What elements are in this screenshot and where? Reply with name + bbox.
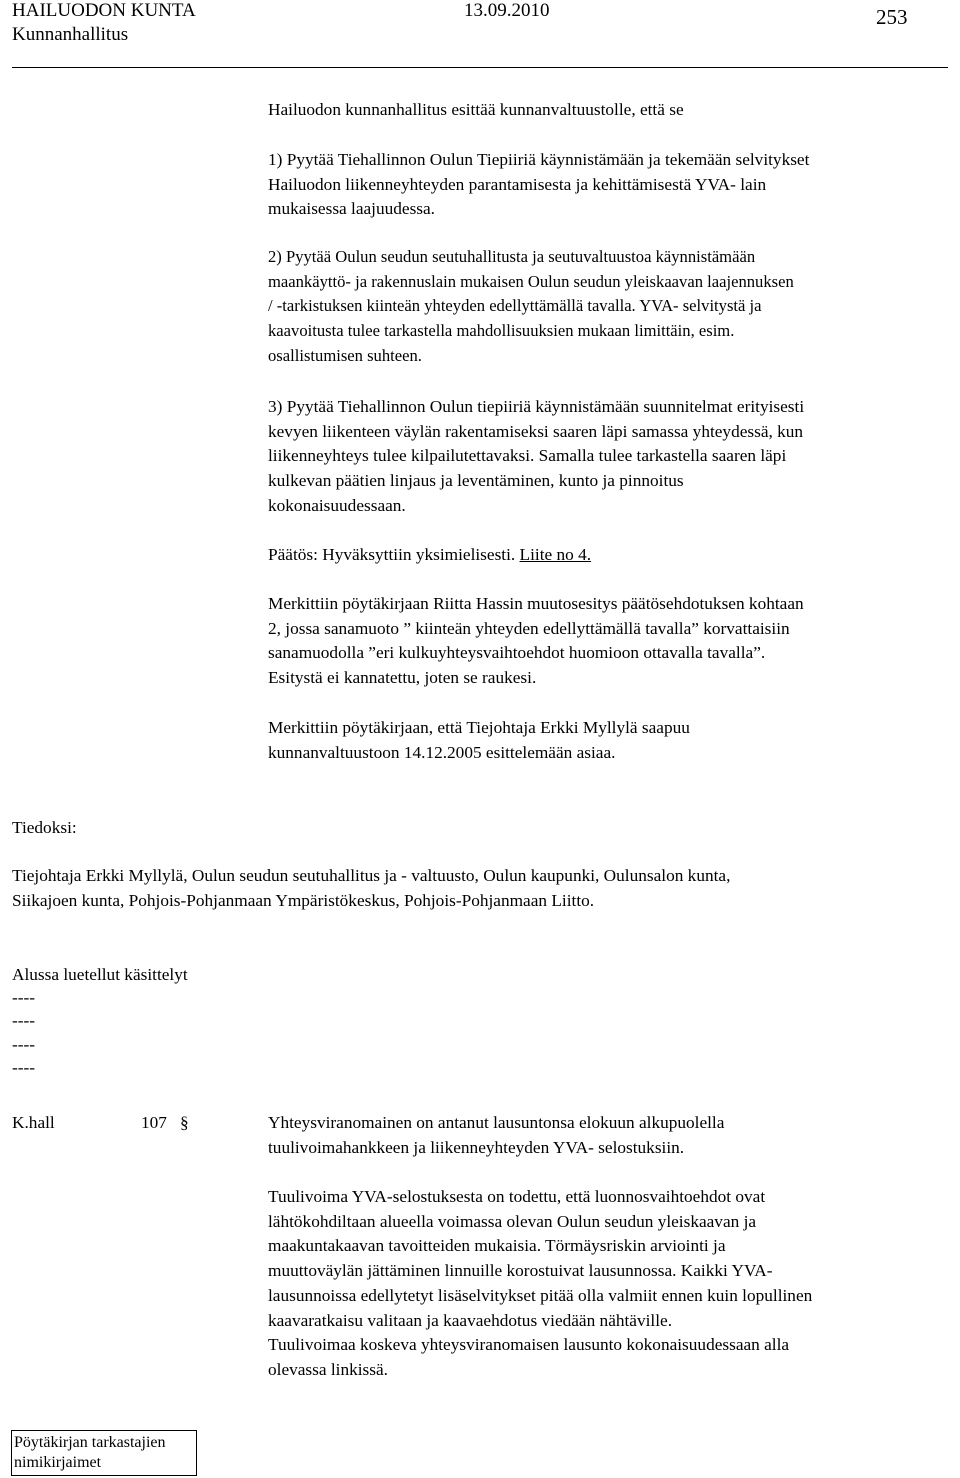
proposal-item-3 [268, 395, 952, 519]
proposal-item-2 [268, 245, 952, 369]
proposal-intro: Hailuodon kunnanhallitus esittää kunnanvaltuustolle, että se [268, 100, 684, 119]
text-line: olevassa linkissä. [268, 1359, 388, 1379]
page-number: 253 [876, 5, 908, 29]
proposal-item-1 [268, 148, 952, 222]
text-line: Hailuodon liikenneyhteyden parantamisesta ja kehittämisestä YVA- lain [268, 174, 767, 194]
text-line: maakuntakaavan tavoitteiden mukaisia. Törmäysriskin arviointi ja [268, 1236, 726, 1256]
listed-dashes [12, 986, 35, 1079]
header-rule [12, 67, 948, 68]
footer-line-1: Pöytäkirjan tarkastajien [14, 1434, 166, 1451]
text-line: kaavoitusta tulee tarkastella mahdollisuuksien mukaan limittäin, esim. [268, 321, 735, 341]
text-line: kulkevan päätien linjaus ja leventäminen, kunto ja pinnoitus [268, 471, 684, 491]
dash-line: ---- [12, 1011, 36, 1031]
text-line: kokonaisuudessaan. [268, 495, 406, 515]
tiedoksi-label: Tiedoksi: [12, 818, 77, 837]
text-line: Siikajoen kunta, Pohjois-Pohjanmaan Ympäristökeskus, Pohjois-Pohjanmaan Liitto. [12, 890, 595, 910]
decision [268, 543, 952, 568]
section-body [268, 1185, 952, 1383]
meeting-date: 13.09.2010 [464, 0, 550, 21]
minutes-note-1 [268, 592, 952, 691]
section-number: 107 [141, 1113, 167, 1132]
section-title [268, 1111, 952, 1160]
section-symbol: § [180, 1113, 189, 1132]
tiedoksi-recipients [12, 864, 730, 913]
dash-line: ---- [12, 1034, 36, 1054]
dash-line: ---- [12, 1057, 36, 1077]
text-line: sanamuodolla ”eri kulkuyhteysvaihtoehdot huomioon ottavalla tavalla”. [268, 643, 766, 663]
dash-line: ---- [12, 988, 36, 1007]
text-line: Tuulivoimaa koskeva yhteysviranomaisen lausunto kokonaisuudessaan alla [268, 1335, 790, 1355]
municipality-name: HAILUODON KUNTA [12, 0, 196, 21]
text-line: tuulivoimahankkeen ja liikenneyhteyden YVA- selostuksiin. [268, 1137, 685, 1157]
section-code: K.hall [12, 1113, 55, 1132]
text-line: maankäyttö- ja rakennuslain mukaisen Oulun seudun yleiskaavan laajennuksen [268, 271, 794, 291]
text-line: Esitystä ei kannatettu, joten se raukesi. [268, 668, 537, 688]
minutes-note-2 [268, 716, 952, 765]
attachment-link[interactable]: Liite no 4. [519, 545, 592, 564]
text-line: Yhteysviranomainen on antanut lausuntonsa elokuun alkupuolella [268, 1113, 725, 1132]
text-line: / -tarkistuksen kiinteän yhteyden edellyttämällä tavalla. YVA- selvitystä ja [268, 296, 762, 316]
text-line: 1) Pyytää Tiehallinnon Oulun Tiepiiriä käynnistämään ja tekemään selvitykset [268, 150, 810, 169]
text-line: 3) Pyytää Tiehallinnon Oulun tiepiiriä käynnistämään suunnitelmat erityisesti [268, 397, 805, 416]
text-line: liikenneyhteys tulee kilpailutettavaksi. Samalla tulee tarkastella saaren läpi [268, 446, 787, 466]
text-line: lähtökohdiltaan alueella voimassa olevan Oulun seudun yleiskaavan ja [268, 1211, 757, 1231]
text-line: Merkittiin pöytäkirjaan, että Tiejohtaja Erkki Myllylä saapuu [268, 718, 690, 737]
text-line: lausunnoissa edellytetyt lisäselvitykset pitää olla valmiit ennen kuin lopullinen [268, 1285, 813, 1305]
text-line: Merkittiin pöytäkirjaan Riitta Hassin muutosesitys päätösehdotuksen kohtaan [268, 594, 804, 613]
text-line: 2, jossa sanamuoto ” kiinteän yhteyden edellyttämällä tavalla” korvattaisiin [268, 618, 790, 638]
text-line: Tuulivoima YVA-selostuksesta on todettu, että luonnosvaihtoehdot ovat [268, 1187, 766, 1206]
text-line: 2) Pyytää Oulun seudun seutuhallitusta ja seutuvaltuustoa käynnistämään [268, 247, 756, 266]
text-line: muuttoväylän jättäminen linnuille korostuivat lausunnossa. Kaikki YVA- [268, 1261, 773, 1281]
text-line: osallistumisen suhteen. [268, 345, 422, 365]
listed-heading: Alussa luetellut käsittelyt [12, 965, 188, 984]
footer-label [14, 1433, 166, 1473]
text-line: kunnanvaltuustoon 14.12.2005 esittelemään asiaa. [268, 742, 616, 762]
decision-text: Päätös: Hyväksyttiin yksimielisesti. [268, 545, 520, 564]
text-line: Tiejohtaja Erkki Myllylä, Oulun seudun seutuhallitus ja - valtuusto, Oulun kaupunki, Oulunsalon kunta, [12, 866, 731, 885]
text-line: mukaisessa laajuudessa. [268, 199, 436, 219]
footer-line-2: nimikirjaimet [14, 1454, 102, 1471]
body-name: Kunnanhallitus [12, 24, 129, 45]
text-line: kaavaratkaisu valitaan ja kaavaehdotus viedään nähtäville. [268, 1310, 673, 1330]
text-line: kevyen liikenteen väylän rakentamiseksi saaren läpi samassa yhteydessä, kun [268, 421, 804, 441]
